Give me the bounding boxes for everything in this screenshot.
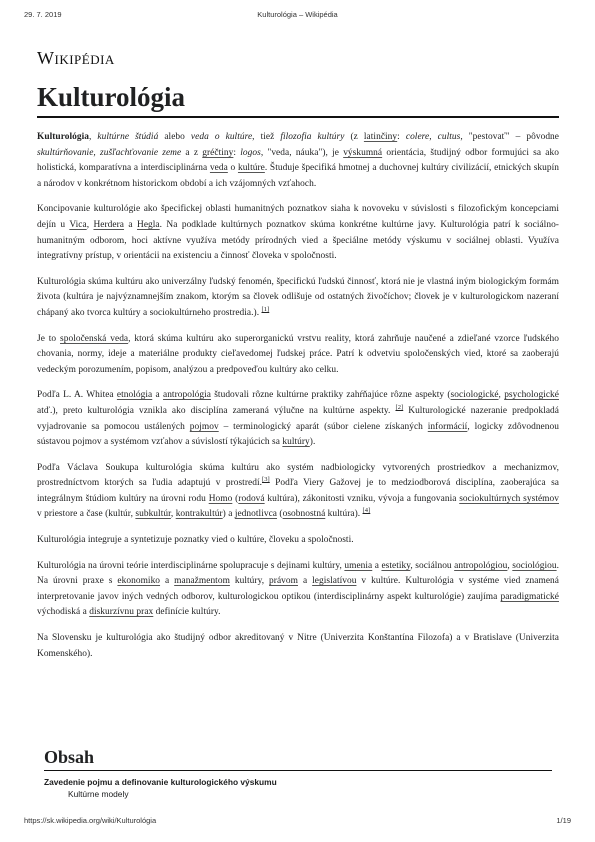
citation-link[interactable]: [2] — [395, 403, 404, 411]
wiki-link[interactable]: ekonomiko — [117, 576, 161, 587]
article — [37, 48, 559, 672]
text-run: a — [372, 560, 382, 571]
wiki-link[interactable]: estetiky — [381, 560, 411, 571]
term-italic: kultúrne štúdiá — [97, 132, 159, 142]
text-run: definície kultúry. — [153, 607, 221, 618]
citation-link[interactable]: [4] — [362, 507, 371, 515]
table-of-contents — [44, 746, 552, 800]
text-run: : — [397, 132, 406, 142]
toc-title: Obsah — [44, 746, 552, 771]
paragraph — [37, 533, 559, 549]
paragraph — [37, 559, 559, 621]
text-run: ). — [309, 437, 316, 448]
text-run: Kulturologické nazeranie predpokladá vyjadrovanie sa pomocou ustálených — [37, 405, 560, 432]
wiki-link[interactable]: jednotlivca — [234, 509, 278, 520]
wiki-link[interactable]: osobnostná — [282, 509, 326, 520]
wiki-link[interactable]: sociokultúrnych systémov — [459, 493, 559, 504]
paragraph — [37, 461, 559, 523]
text-run: Kulturológia na úrovni teórie interdisciplinárne spolupracuje s dejinami kultúry, — [37, 560, 345, 571]
text-run: atď.), preto kulturológia vznikla ako disciplína zameraná výlučne na kultúrne aspekty. — [37, 405, 396, 416]
print-page-title: Kulturológia – Wikipédia — [257, 10, 338, 19]
term-bold: Kulturológia — [37, 132, 89, 142]
term-italic: logos — [240, 147, 261, 158]
paragraph — [37, 202, 559, 264]
toc-item[interactable]: Zavedenie pojmu a definovanie kulturologického výskumu — [44, 777, 277, 787]
wiki-link[interactable]: sociologické — [450, 390, 499, 401]
text-run: Kulturológia integruje a syntetizuje poznatky vied o kultúre, človeku a spoločnosti. — [37, 535, 354, 546]
wiki-link[interactable]: Homo — [208, 493, 233, 504]
article-body — [37, 130, 559, 662]
wiki-link[interactable]: diskurzívnu prax — [89, 607, 154, 618]
wiki-link[interactable]: manažmentom — [174, 576, 230, 587]
text-run: , — [93, 147, 101, 158]
text-run: , sociálnou — [410, 560, 455, 571]
term-italic: cultus — [437, 132, 461, 142]
text-run: , — [170, 509, 176, 520]
wiki-link[interactable]: psychologické — [504, 390, 559, 401]
text-run: – terminologický aparát (súbor cielene získaných — [218, 421, 428, 432]
term-italic: filozofia kultúry — [280, 132, 345, 142]
wiki-link[interactable]: pojmov — [189, 421, 219, 432]
text-run: , tiež — [252, 132, 281, 142]
wiki-link[interactable]: antropológia — [162, 390, 211, 401]
paragraph — [37, 130, 559, 192]
page-title: Kulturológia — [37, 80, 559, 118]
wiki-link[interactable]: etnológia — [116, 390, 153, 401]
wiki-link[interactable]: veda — [209, 163, 228, 174]
print-page-number: 1/19 — [556, 816, 571, 825]
text-run: Podľa L. A. Whitea — [37, 390, 117, 401]
citation-link[interactable]: [1] — [261, 305, 270, 313]
text-run: a — [152, 390, 163, 401]
wiki-link[interactable]: subkultúr — [135, 509, 171, 520]
term-italic: colere — [405, 132, 430, 142]
wiki-link[interactable]: gréčtiny — [202, 147, 234, 158]
text-run: , — [429, 132, 438, 142]
wiki-link[interactable]: kultúry — [282, 437, 310, 448]
toc-subitem[interactable]: Kultúrne modely — [68, 789, 129, 799]
text-run: , — [498, 390, 505, 401]
wiki-link[interactable]: Vica — [69, 219, 87, 230]
print-footer — [24, 816, 571, 828]
text-run: orientácia, študijný odbor formujúci sa ako holistická, komparatívna a interdisciplinárna — [37, 147, 559, 174]
wiki-link[interactable]: legislatívou — [312, 576, 357, 587]
text-run: Kulturológia skúma kultúru ako univerzálny ľudský fenomén, špecifickú ľudskú činnosť, ktorá nie je vlastná iným biologickým formám života (kultúra je najvýznamnejším znakom, ktorým sa človek odlišuje od ostatných živočíchov; človek je v kulturologickom nazeraní chápaný ako tvorca kultúry a sociokultúrneho prostredia.). — [37, 276, 559, 318]
text-run: . Na podklade kultúrnych poznatkov skúma konkrétne kultúrne javy. Kulturológia patrí k sociálno-humanitným odborom, hoci aktívne využíva metódy prírodných vied a špeciálne metódy výskumu v sociálnej oblasti. Využíva integratívny prístup, v orientácii na existenciu a činnosť človeka v spoločnosti. — [37, 219, 559, 262]
term-italic: veda o kultúre — [190, 132, 253, 142]
wiki-link[interactable]: latinčiny — [363, 132, 398, 142]
text-run: v kultúre. Kulturológia v systéme vied znamená interpretovanie javov iných vedných odborov, kulturologickou optikou (interdisciplinárny aspekt kulturológie) zaujíma — [37, 576, 559, 602]
wiki-link[interactable]: Herdera — [93, 219, 125, 230]
text-run: ( — [232, 493, 239, 504]
text-run: Na Slovensku je kulturológia ako študijný odbor akreditovaný v Nitre (Univerzita Konštantína Filozofa) a v Bratislave (Univerzita Komenského). — [37, 633, 559, 659]
text-run: , "pestovať" – pôvodne — [460, 132, 560, 142]
text-run: východiská a — [37, 607, 90, 618]
print-date: 29. 7. 2019 — [24, 10, 62, 19]
citation-link[interactable]: [3] — [262, 476, 270, 484]
wiki-link[interactable]: sociológiou — [512, 560, 557, 571]
paragraph — [37, 275, 559, 322]
text-run: Je to — [37, 333, 61, 344]
text-run: Podľa Viery Gažovej je to medziodborová disciplína, zaoberajúca sa integrálnym štúdiom kultúry na úrovni rodu — [37, 478, 559, 504]
print-header — [24, 10, 571, 22]
text-run: , "veda, náuka"), je — [260, 147, 344, 158]
text-run: , — [86, 219, 94, 230]
wiki-link[interactable]: kultúre — [237, 163, 265, 174]
text-run: , — [507, 560, 513, 571]
wikipedia-logo[interactable]: Wikipédia — [37, 48, 115, 68]
text-run: Koncipovanie kulturológie ako špecifickej oblasti humanitných poznatkov siaha k novoveku v súvislosti s filozofickým koncepciami dejín u — [37, 204, 559, 230]
text-run: ( — [277, 509, 283, 520]
text-run: Podľa Václava Soukupa kulturológia skúma kultúru ako systém nadbiologicky vytvorených prostriedkov a mechanizmov, prostredníctvom ktorých sa ľudia adaptujú v prostredí. — [37, 462, 559, 489]
text-run: . Študuje špecifiká hmotnej a duchovnej kultúry civilizácií, etnických skupín a národov v konkrétnom historickom období a ich vzájomných vzťahoch. — [37, 163, 559, 189]
wiki-link[interactable]: informácií — [427, 421, 468, 432]
toc-list — [44, 776, 552, 800]
wiki-link[interactable]: paradigmatické — [500, 591, 559, 602]
text-run: študovali rôzne kultúrne praktiky zahŕňajúce rôzne aspekty ( — [210, 390, 451, 401]
text-run: , — [89, 132, 98, 142]
term-italic: skultúrňovanie — [37, 147, 94, 158]
text-run: a — [160, 576, 175, 587]
wiki-link[interactable]: spoločenská veda — [60, 333, 129, 344]
text-run: a z — [181, 147, 203, 158]
wiki-link[interactable]: umenia — [344, 560, 373, 571]
wiki-link[interactable]: rodová — [238, 493, 265, 504]
text-run: (z — [344, 132, 364, 142]
paragraph — [37, 631, 559, 662]
text-run: . Na úrovni praxe s — [37, 560, 560, 587]
text-run: o — [227, 163, 238, 174]
print-url: https://sk.wikipedia.org/wiki/Kulturológia — [24, 816, 157, 825]
text-run: kultúra). — [325, 509, 363, 520]
text-run: , ktorá skúma kultúru ako superorganickú vrstvu reality, ktorá zahrňuje naučené a zdieľané vzorce ľudského chovania, normy, ideje a materiálne produkty cieľavedomej ľudskej práce. Patrí k odvetviu spoločenských vied, ktoré sa zaoberajú vedeckým porozumením, popisom, analýzou a predpoveďou kultúry ako celku. — [37, 333, 559, 375]
wiki-link[interactable]: právom — [269, 576, 298, 587]
wiki-link[interactable]: výskumná — [343, 147, 383, 158]
paragraph — [37, 388, 559, 450]
text-run: v priestore a čase (kultúr, — [37, 509, 136, 520]
paragraph — [37, 332, 559, 379]
text-run: a — [298, 576, 313, 587]
term-italic: zušľachťovanie zeme — [100, 147, 182, 158]
text-run: alebo — [158, 132, 191, 142]
wiki-link[interactable]: kontrakultúr — [175, 509, 223, 520]
text-run: : — [233, 147, 241, 158]
text-run: a — [124, 219, 137, 230]
text-run: ) a — [222, 509, 235, 520]
text-run: kultúra), zákonitosti vzniku, vývoja a fungovania — [264, 493, 460, 504]
wiki-link[interactable]: Hegla — [137, 219, 160, 230]
wiki-link[interactable]: antropológiou — [454, 560, 508, 571]
text-run: , logicky zdôvodnenou sústavou pojmov a systémom vzťahov a súvislostí týkajúcich sa — [37, 421, 559, 448]
text-run: kultúry, — [229, 576, 270, 587]
